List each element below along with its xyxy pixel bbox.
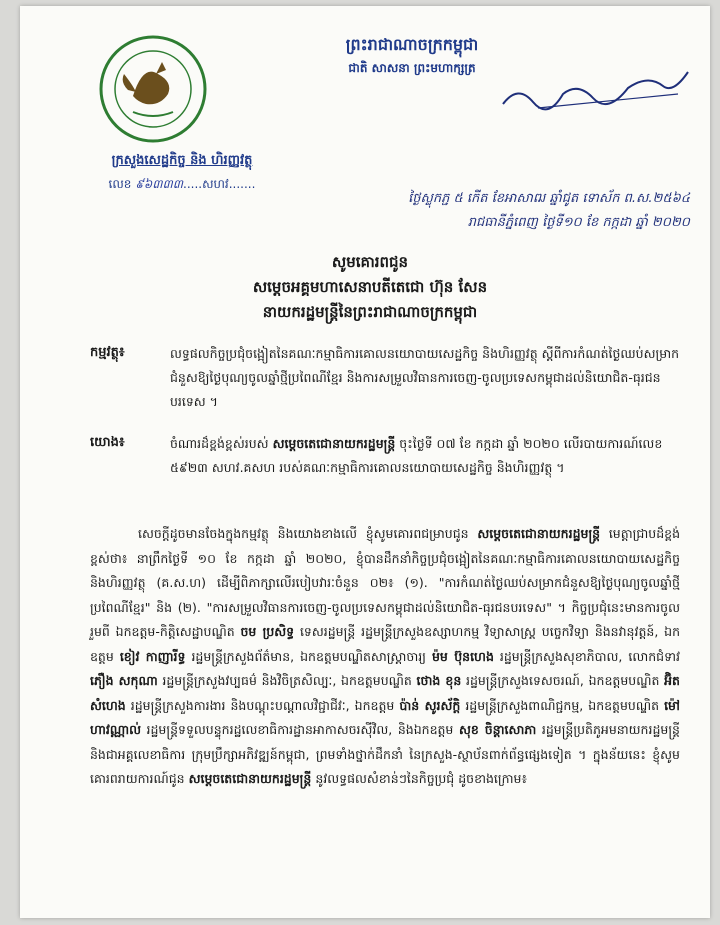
body-part-3: រដ្ឋមន្ត្រីក្រសួងព័ត៌មាន, ឯកឧត្តមបណ្ឌិតសាស្ត្រាចារ្យ: [191, 648, 426, 664]
kingdom-title: ព្រះរាជាណាចក្រកម្ពុជា: [345, 35, 479, 54]
body-recipient: សម្តេចតេជោនាយករដ្ឋមន្ត្រី: [477, 526, 601, 541]
body-part-2: ទេសរដ្ឋមន្ត្រី រដ្ឋមន្ត្រីក្រសួងឧស្សាហកម្ម វិទ្យាសាស្ត្រ បច្ចេកវិទ្យា និងនវានុវត្តន៍, ឯកឧត្តម: [90, 624, 681, 664]
salutation-line-2: សម្តេចអគ្គមហាសេនាបតីតេជោ ហ៊ុន សែន: [252, 278, 488, 296]
reference-prefix: លេខ: [108, 177, 132, 191]
ministry-emblem: [98, 34, 208, 144]
subject-text: លទ្ធផលកិច្ចប្រជុំចង្អៀតនៃគណៈកម្មាធិការគោលនយោបាយសេដ្ឋកិច្ច និងហិរញ្ញវត្ថុ ស្តីពីការកំណត់ថ្ងៃឈប់សម្រាកជំនួសឱ្យថ្ងៃបុណ្យចូលឆ្នាំថ្មីប្រពៃណីខ្មែរ និងការសម្រួលវិធានការចេញ-ចូលប្រទេសកម្ពុជាដល់និយោជិត-ធុរជនបរទេស ។: [170, 346, 680, 409]
reference-number-value: ៩៦៣៣៣: [135, 177, 183, 191]
body-part-10: រដ្ឋមន្ត្រីប្រតិភូអមនាយករដ្ឋមន្ត្រី និងជាអគ្គលេខាធិការ ក្រុមប្រឹក្សាអភិវឌ្ឍន៍កម្ពុជា, ព្រមទាំងថ្នាក់ដឹកនាំ នៃក្រសួង-ស្ថាប័នពាក់ព័ន្ធផ្សេងទៀត ។ ក្នុងន័យនេះ ខ្ញុំសូមគោរពរាយការណ៍ជូន: [90, 722, 680, 786]
ministry-name: ក្រសួងសេដ្ឋកិច្ច និង ហិរញ្ញវត្ថុ: [111, 153, 253, 168]
salutation: [140, 250, 600, 325]
reference-text-after: ចុះថ្ងៃទី ០៧ ខែ កក្កដា ឆ្នាំ ២០២០ លើរបាយការណ៍លេខ ៥៩២៣ សហវ.គសហ របស់គណៈកម្មាធិការគោលនយោបាយសេដ្ឋកិច្ច និងហិរញ្ញវត្ថុ ។: [170, 436, 663, 475]
attendee-name-3: ម៉ម ប៊ុនហេង: [431, 648, 494, 664]
body-part-8: រដ្ឋមន្ត្រីក្រសួងពាណិជ្ជកម្ម, ឯកឧត្តមបណ្ឌិត: [465, 697, 660, 713]
attendee-name-5: ថោង ខុន: [416, 673, 462, 688]
national-motto: ជាតិ សាសនា ព្រះមហាក្សត្រ: [348, 61, 476, 75]
body-part-9: រដ្ឋមន្ត្រីទទួលបន្ទុករដ្ឋលេខាធិការដ្ឋានអាកាសចរស៊ីវិល, និងឯកឧត្តម: [146, 722, 454, 737]
body-part-6: រដ្ឋមន្ត្រីក្រសួងទេសចរណ៍, ឯកឧត្តមបណ្ឌិត: [465, 673, 660, 688]
salutation-line-3: នាយករដ្ឋមន្ត្រីនៃព្រះរាជាណាចក្រកម្ពុជា: [262, 303, 478, 321]
reference-text-before: ចំណារដ៏ខ្ពង់ខ្ពស់របស់: [170, 436, 269, 451]
body-part-7: រដ្ឋមន្ត្រីក្រសួងការងារ និងបណ្តុះបណ្តាលវិជ្ជាជីវៈ, ឯកឧត្តម: [130, 697, 395, 713]
attendee-name-4: ភឿង សកុណា: [90, 673, 158, 688]
attendee-name-6: អ៊ិត សំហេង: [90, 673, 680, 713]
handwritten-signature: [498, 64, 698, 114]
reference-label: យោង៖: [90, 435, 125, 450]
body-intro: សេចក្តីដូចមានចែងក្នុងកម្មវត្ថុ និងយោងខាងលើ ខ្ញុំសូមគោរពជម្រាបជូន: [138, 526, 469, 541]
body-part-4: រដ្ឋមន្ត្រីក្រសួងសុខាភិបាល, លោកជំទាវ: [499, 648, 680, 664]
solar-date: រាជធានីភ្នំពេញ ថ្ងៃទី១០ ខែ កក្កដា ឆ្នាំ ២០២០: [467, 215, 690, 230]
attendee-name-8: ម៉ៅ ហាវណ្ណាល់: [90, 697, 680, 737]
reference-bold-name: សម្តេចតេជោនាយករដ្ឋមន្ត្រី: [272, 436, 396, 451]
attendee-name-2: ខៀវ កាញារីទ្ធ: [119, 648, 186, 664]
reference-text: [170, 432, 680, 480]
lunar-date: ថ្ងៃស្លុកភ្ជ ៥ កើត ខែអាសាឍ ឆ្នាំជូត ទោស័ក ព.ស.២៥៦៤: [408, 191, 690, 206]
body-part-1: មេត្តាជ្រាបដ៏ខ្ពង់ខ្ពស់ថា៖ នាព្រឹកថ្ងៃទី ១០ ខែ កក្កដា ឆ្នាំ ២០២០, ខ្ញុំបានដឹកនាំកិច្ចប្រជុំចង្អៀតនៃគណៈកម្មាធិការគោលនយោបាយសេដ្ឋកិច្ច និងហិរញ្ញវត្ថុ (គ.ស.ហ) ដើម្បីពិភាក្សាលើរបៀបវារៈចំនួន ០២៖ (១). "ការកំណត់ថ្ងៃឈប់សម្រាកជំនួសឱ្យថ្ងៃបុណ្យចូលឆ្នាំថ្មីប្រពៃណីខ្មែរ" និង (២). "ការសម្រួលវិធានការចេញ-ចូលប្រទេសកម្ពុជាដល់និយោជិត-ធុរជនបរទេស" ។ កិច្ចប្រជុំនេះមានការចូលរួមពី ឯកឧត្តម-កិត្តិសេដ្ឋាបណ្ឌិត: [90, 526, 681, 639]
body-part-5: រដ្ឋមន្ត្រីក្រសួងវប្បធម៌ និងវិចិត្រសិល្បៈ, ឯកឧត្តមបណ្ឌិត: [162, 673, 412, 688]
salutation-line-1: សូមគោរពជូន: [331, 253, 409, 271]
attendee-name-1: ចម ប្រសិទ្ធ: [240, 624, 295, 639]
body-paragraph: [90, 522, 680, 792]
reference-suffix: សហវ.......: [202, 177, 256, 191]
attendee-name-7: ប៉ាន់ សូរស័ក្តិ: [399, 697, 461, 713]
attendee-name-9: សុខ ចិន្តាសោភា: [458, 722, 537, 737]
body-part-11: នូវលទ្ធផលសំខាន់ៗនៃកិច្ចប្រជុំ ដូចខាងក្រោម៖: [315, 771, 527, 786]
subject-label: កម្មវត្ថុ៖: [90, 345, 125, 360]
reference-number: លេខ ៩៦៣៣៣.....សហវ.......: [108, 177, 256, 191]
body-recipient-2: សម្តេចតេជោនាយករដ្ឋមន្ត្រី: [188, 771, 312, 786]
letter-page: [20, 6, 710, 918]
